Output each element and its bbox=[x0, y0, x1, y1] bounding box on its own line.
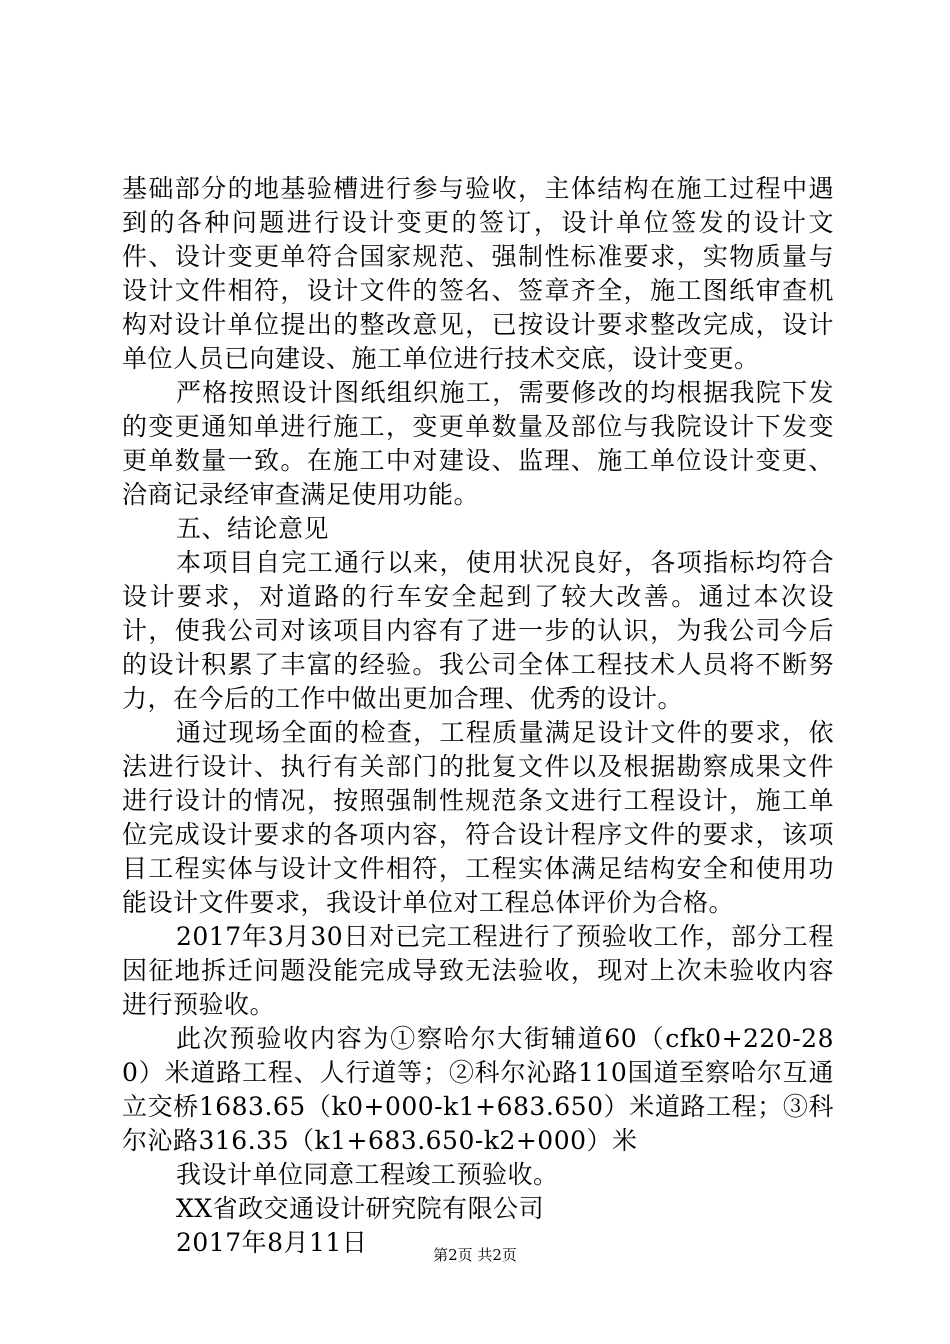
paragraph-pre-acceptance-date: 2017年3月30日对已完工程进行了预验收工作，部分工程因征地拆迁问题没能完成导致无法验收，现对上次未验收内容进行预验收。 bbox=[122, 922, 834, 1019]
signature-date: 2017年8月11日 bbox=[176, 1228, 368, 1257]
document-body bbox=[122, 172, 834, 1260]
paragraph-design-changes: 基础部分的地基验槽进行参与验收，主体结构在施工过程中遇到的各种问题进行设计变更的签订，设计单位签发的设计文件、设计变更单符合国家规范、强制性标准要求，实物质量与设计文件相符，设计文件的签名、签章齐全，施工图纸审查机构对设计单位提出的整改意见，已按设计要求整改完成，设计单位人员已向建设、施工单位进行技术交底，设计变更。 bbox=[122, 174, 834, 373]
paragraph-agreement: 我设计单位同意工程竣工预验收。 bbox=[176, 1160, 559, 1189]
paragraph-inspection-result: 通过现场全面的检查，工程质量满足设计文件的要求，依法进行设计、执行有关部门的批复文件以及根据勘察成果文件进行设计的情况，按照强制性规范条文进行工程设计，施工单位完成设计要求的各项内容，符合设计程序文件的要求，该项目工程实体与设计文件相符，工程实体满足结构安全和使用功能设计文件要求，我设计单位对工程总体评价为合格。 bbox=[122, 718, 834, 917]
signature-organization: XX省政交通设计研究院有限公司 bbox=[176, 1194, 545, 1223]
paragraph-pre-acceptance-scope: 此次预验收内容为①察哈尔大街辅道60（cfk0+220-280）米道路工程、人行道等；②科尔沁路110国道至察哈尔互通立交桥1683.65（k0+000-k1+683.650）米道路工程；③科尔沁路316.35（k1+683.650-k2+000）米 bbox=[122, 1024, 834, 1155]
paragraph-project-usage: 本项目自完工通行以来，使用状况良好，各项指标均符合设计要求，对道路的行车安全起到了较大改善。通过本次设计，使我公司对该项目内容有了进一步的认识，为我公司今后的设计积累了丰富的经验。我公司全体工程技术人员将不断努力，在今后的工作中做出更加合理、优秀的设计。 bbox=[122, 548, 834, 713]
page-number-footer: 第2页 共2页 bbox=[433, 1246, 517, 1264]
section-heading-conclusion: 五、结论意见 bbox=[176, 514, 330, 543]
paragraph-construction-by-drawings: 严格按照设计图纸组织施工，需要修改的均根据我院下发的变更通知单进行施工，变更单数量及部位与我院设计下发变更单数量一致。在施工中对建设、监理、施工单位设计变更、洽商记录经审查满足使用功能。 bbox=[122, 378, 834, 509]
